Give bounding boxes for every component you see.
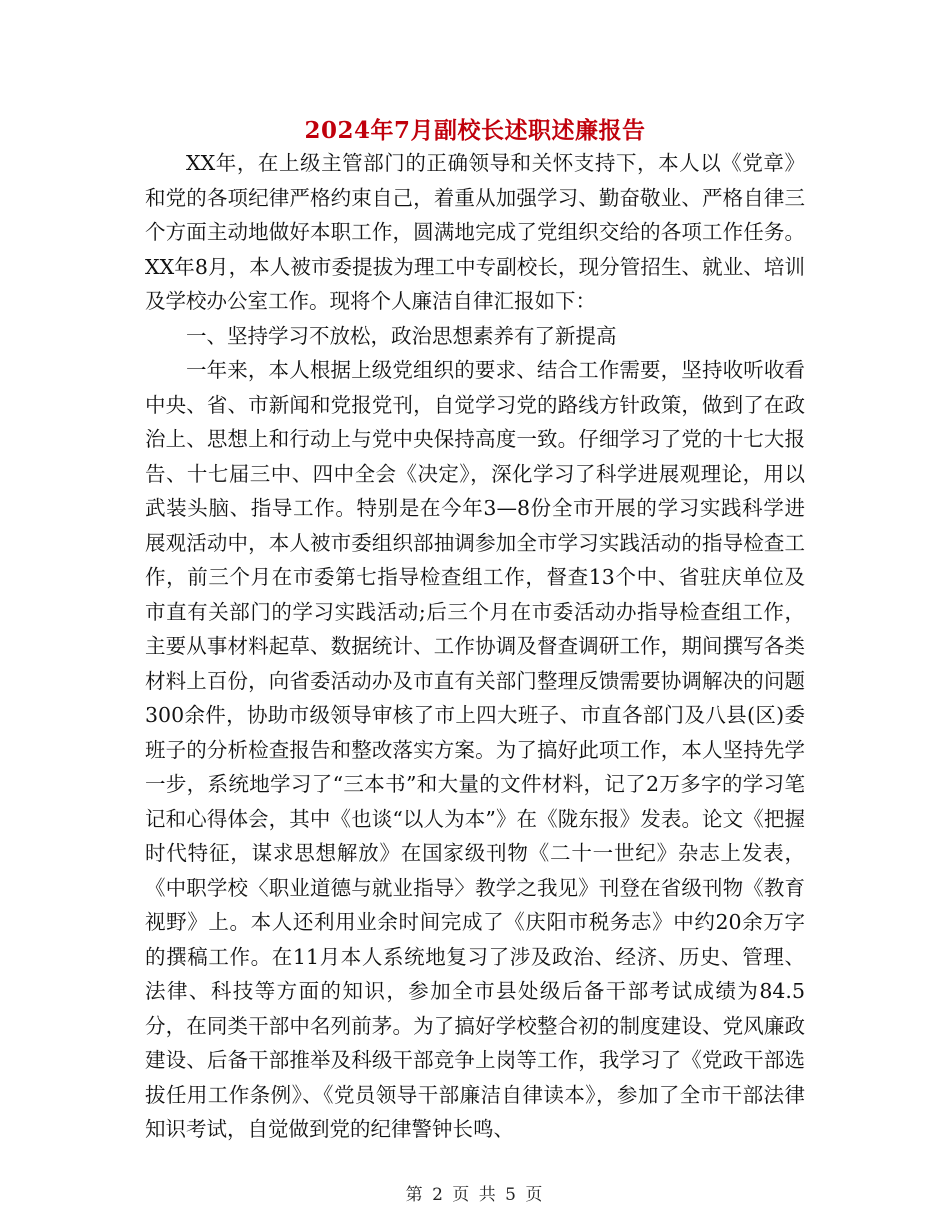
- paragraph-intro: XX年，在上级主管部门的正确领导和关怀支持下，本人以《党章》和党的各项纪律严格约束自己，着重从加强学习、勤奋敬业、严格自律三个方面主动地做好本职工作，圆满地完成了党组织交给的各项工作任务。XX年8月，本人被市委提拔为理工中专副校长，现分管招生、就业、培训及学校办公室工作。现将个人廉洁自律汇报如下：: [145, 151, 805, 313]
- page-number-footer: 第 2 页 共 5 页: [405, 1185, 545, 1205]
- section-heading-1: 一、坚持学习不放松，政治思想素养有了新提高: [186, 323, 617, 348]
- document-body: [145, 146, 805, 1147]
- paragraph-study: 一年来，本人根据上级党组织的要求、结合工作需要，坚持收听收看中央、省、市新闻和党报党刊，自觉学习党的路线方针政策，做到了在政治上、思想上和行动上与党中央保持高度一致。仔细学习了党的十七大报告、十七届三中、四中全会《决定》，深化学习了科学进展观理论，用以武装头脑、指导工作。特别是在今年3—8份全市开展的学习实践科学进展观活动中，本人被市委组织部抽调参加全市学习实践活动的指导检查工作，前三个月在市委第七指导检查组工作，督查13个中、省驻庆单位及市直有关部门的学习实践活动;后三个月在市委活动办指导检查组工作，主要从事材料起草、数据统计、工作协调及督查调研工作，期间撰写各类材料上百份，向省委活动办及市直有关部门整理反馈需要协调解决的问题300余件，协助市级领导审核了市上四大班子、市直各部门及八县(区)委班子的分析检查报告和整改落实方案。为了搞好此项工作，本人坚持先学一步，系统地学习了“三本书”和大量的文件材料，记了2万多字的学习笔记和心得体会，其中《也谈“以人为本”》在《陇东报》发表。论文《把握时代特征，谋求思想解放》在国家级刊物《二十一世纪》杂志上发表，《中职学校〈职业道德与就业指导〉教学之我见》刊登在省级刊物《教育视野》上。本人还利用业余时间完成了《庆阳市税务志》中约20余万字的撰稿工作。在11月本人系统地复习了涉及政治、经济、历史、管理、法律、科技等方面的知识，参加全市县处级后备干部考试成绩为84.5分，在同类干部中名列前茅。为了搞好学校整合初的制度建设、党风廉政建设、后备干部推举及科级干部竞争上岗等工作，我学习了《党政干部选拔任用工作条例》、《党员领导干部廉洁自律读本》，参加了全市干部法律知识考试，自觉做到党的纪律警钟长鸣、: [145, 358, 805, 1141]
- document-title: 2024年7月副校长述职述廉报告: [304, 117, 646, 144]
